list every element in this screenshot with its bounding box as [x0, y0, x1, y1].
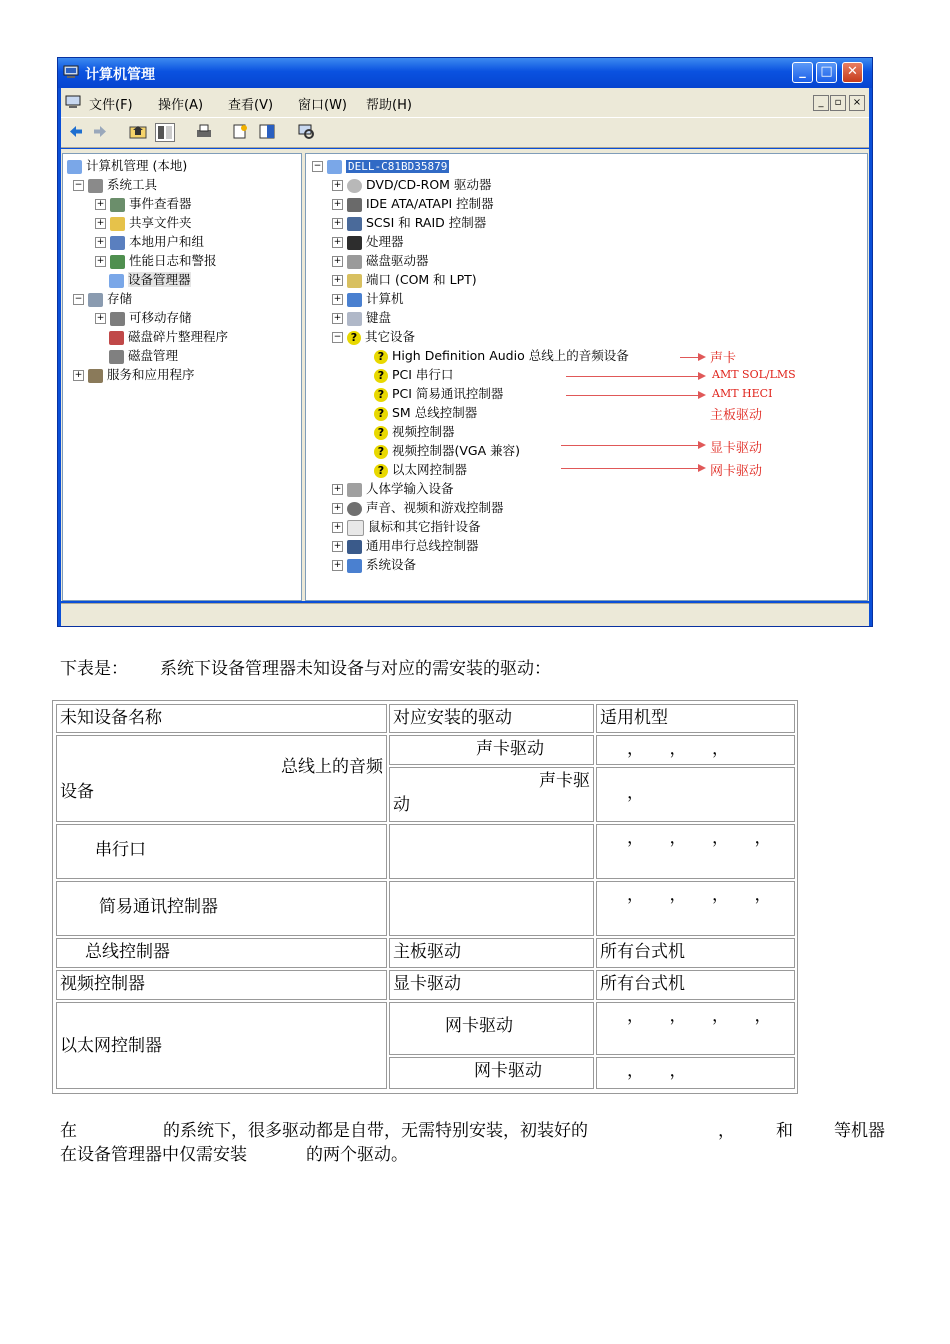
unknown-smbus[interactable]: ? SM 总线控制器	[374, 405, 477, 421]
properties-icon[interactable]	[231, 123, 249, 140]
computer-icon	[327, 160, 342, 174]
device-scsi[interactable]: + SCSI 和 RAID 控制器	[333, 215, 487, 230]
menu-bar	[61, 88, 869, 117]
disk-management-icon	[109, 350, 124, 364]
cell-smbus-driver: 主板驱动	[389, 938, 594, 968]
footer-line-1: 的系统下，很多驱动都是自带，无需特别安装，初装好的	[163, 1121, 588, 1141]
processor-icon	[347, 236, 362, 250]
computer-icon[interactable]	[65, 95, 81, 109]
unknown-serial[interactable]: ? PCI 串行口	[374, 367, 453, 383]
annotation-arrow	[680, 357, 704, 358]
cell-audio-model-2: ，	[596, 767, 795, 822]
mdi-restore-button[interactable]: ▫	[830, 95, 846, 111]
mdi-minimize-button[interactable]: _	[813, 95, 829, 111]
tree-item-services[interactable]: + 服务和应用程序	[74, 367, 195, 382]
cell-video-driver: 显卡驱动	[389, 970, 594, 1000]
menu-window[interactable]: 窗口(W)	[298, 98, 347, 113]
tree-item-event-viewer[interactable]: + 事件查看器	[96, 196, 192, 211]
device-processor[interactable]: + 处理器	[333, 234, 404, 249]
performance-icon	[110, 255, 125, 269]
unknown-video-vga[interactable]: ? 视频控制器(VGA 兼容)	[374, 443, 520, 459]
tree-item-perf-logs[interactable]: + 性能日志和警报	[96, 253, 217, 268]
annotation-arrow	[561, 468, 704, 469]
keyboard-icon	[347, 312, 362, 326]
cell-comm-model: ， ， ， ，	[596, 881, 795, 936]
device-manager-icon	[109, 274, 124, 288]
tree-item-device-manager[interactable]: 设备管理器	[109, 272, 191, 288]
unknown-video[interactable]: ? 视频控制器	[374, 424, 455, 440]
scsi-icon	[347, 217, 362, 231]
up-folder-icon[interactable]	[129, 123, 147, 140]
scan-hardware-icon[interactable]	[297, 123, 315, 140]
defrag-icon	[109, 331, 124, 345]
driver-table	[52, 700, 798, 1094]
cell-serial-device: 串行口	[56, 824, 387, 879]
help-icon[interactable]	[258, 123, 276, 140]
window-title: 计算机管理	[85, 67, 155, 83]
annotation-amt-sol: AMT SOL/LMS	[712, 368, 796, 381]
footer-and: 和	[776, 1121, 793, 1141]
usb-icon	[347, 540, 362, 554]
device-ports[interactable]: + 端口 (COM 和 LPT)	[333, 272, 477, 287]
removable-storage-icon	[110, 312, 125, 326]
unknown-device-icon: ?	[374, 445, 388, 459]
footer-line-2b: 的两个驱动。	[306, 1145, 408, 1165]
storage-icon	[88, 293, 103, 307]
computer-icon	[67, 160, 82, 174]
intro-text: 系统下设备管理器未知设备与对应的需安装的驱动：	[160, 659, 551, 679]
tree-root[interactable]: 计算机管理 (本地)	[67, 158, 187, 174]
device-ide[interactable]: + IDE ATA/ATAPI 控制器	[333, 196, 494, 211]
annotation-arrow	[566, 376, 704, 377]
cell-ethernet-device: 以太网控制器	[56, 1002, 387, 1089]
mouse-icon	[347, 520, 364, 536]
console-tree	[62, 153, 302, 601]
forward-arrow-icon[interactable]	[91, 123, 109, 140]
tree-item-shared-folders[interactable]: + 共享文件夹	[96, 215, 192, 230]
header-device: 未知设备名称	[56, 704, 387, 733]
menu-action[interactable]: 操作(A)	[158, 98, 204, 113]
device-keyboard[interactable]: + 键盘	[333, 310, 392, 325]
annotation-sound-card: 声卡	[710, 351, 737, 366]
device-hid[interactable]: + 人体学输入设备	[333, 481, 454, 496]
footer-comma: ，	[718, 1121, 735, 1141]
annotation-arrow	[566, 395, 704, 396]
mdi-close-button[interactable]: ×	[849, 95, 865, 111]
device-sound[interactable]: + 声音、视频和游戏控制器	[333, 500, 504, 515]
tree-item-storage[interactable]: − 存储	[74, 291, 133, 306]
device-disk[interactable]: + 磁盘驱动器	[333, 253, 429, 268]
cell-ethernet-driver-1: 网卡驱动	[389, 1002, 594, 1055]
unknown-device-icon: ?	[374, 369, 388, 383]
dvd-icon	[347, 179, 362, 193]
menu-help[interactable]: 帮助(H)	[366, 98, 412, 113]
hid-icon	[347, 483, 362, 497]
cell-audio-device: 总线上的音频 设备	[56, 735, 387, 822]
tree-item-removable-storage[interactable]: + 可移动存储	[96, 310, 192, 325]
event-viewer-icon	[110, 198, 125, 212]
cell-smbus-model: 所有台式机	[596, 938, 795, 968]
print-icon[interactable]	[195, 123, 213, 140]
unknown-device-icon: ?	[347, 331, 361, 345]
minimize-button[interactable]: _	[792, 62, 813, 83]
status-bar	[61, 603, 869, 626]
unknown-ethernet[interactable]: ? 以太网控制器	[374, 462, 467, 478]
unknown-device-icon: ?	[374, 350, 388, 364]
computer-icon	[63, 65, 79, 79]
cell-smbus-device: 总线控制器	[56, 938, 387, 968]
tree-item-local-users[interactable]: + 本地用户和组	[96, 234, 205, 249]
device-computer[interactable]: + 计算机	[333, 291, 404, 306]
disk-drive-icon	[347, 255, 362, 269]
close-button[interactable]: ✕	[842, 62, 863, 83]
cell-audio-driver-2: 声卡驱 动	[389, 767, 594, 822]
annotation-network: 网卡驱动	[710, 464, 763, 479]
device-mouse[interactable]: + 鼠标和其它指针设备	[333, 519, 481, 534]
tree-item-disk-management[interactable]: 磁盘管理	[109, 348, 178, 364]
footer-line-2a: 在设备管理器中仅需安装	[60, 1145, 247, 1165]
annotation-arrow	[561, 445, 704, 446]
cell-audio-driver-1: 声卡驱动	[389, 735, 594, 765]
panes	[61, 149, 869, 601]
footer-tail: 等机器	[834, 1121, 885, 1141]
computer-management-window	[57, 57, 873, 627]
cell-ethernet-model-1: ， ， ， ，	[596, 1002, 795, 1055]
cell-serial-driver	[389, 824, 594, 879]
intro-label: 下表是：	[60, 659, 128, 679]
unknown-device-icon: ?	[374, 388, 388, 402]
title-bar	[58, 58, 872, 88]
annotation-amt-heci: AMT HECI	[712, 387, 773, 400]
cell-audio-model-1: ， ， ，	[596, 735, 795, 765]
users-icon	[110, 236, 125, 250]
unknown-device-icon: ?	[374, 464, 388, 478]
cell-ethernet-driver-2: 网卡驱动	[389, 1057, 594, 1089]
menu-file[interactable]: 文件(F)	[89, 98, 133, 113]
device-usb[interactable]: + 通用串行总线控制器	[333, 538, 479, 553]
system-device-icon	[347, 559, 362, 573]
computer-icon	[347, 293, 362, 307]
cell-comm-driver	[389, 881, 594, 936]
annotation-video: 显卡驱动	[710, 441, 763, 456]
device-tree	[305, 153, 868, 601]
back-arrow-icon[interactable]	[67, 123, 85, 140]
show-hide-tree-icon[interactable]	[155, 123, 175, 142]
menu-view[interactable]: 查看(V)	[228, 98, 274, 113]
header-driver: 对应安装的驱动	[389, 704, 594, 733]
cell-serial-model: ， ， ， ，	[596, 824, 795, 879]
annotation-chipset: 主板驱动	[710, 408, 763, 423]
tree-item-system-tools[interactable]: − 系统工具	[74, 177, 158, 192]
shared-folder-icon	[110, 217, 125, 231]
device-dvd[interactable]: + DVD/CD-ROM 驱动器	[333, 177, 492, 192]
unknown-audio[interactable]: ? High Definition Audio 总线上的音频设备	[374, 348, 629, 364]
cell-comm-device: 简易通讯控制器	[56, 881, 387, 936]
cell-video-model: 所有台式机	[596, 970, 795, 1000]
services-icon	[88, 369, 103, 383]
device-system[interactable]: + 系统设备	[333, 557, 417, 572]
ide-controller-icon	[347, 198, 362, 212]
sound-icon	[347, 502, 362, 516]
footer-in: 在	[60, 1121, 77, 1141]
unknown-device-icon: ?	[374, 426, 388, 440]
port-icon	[347, 274, 362, 288]
cell-ethernet-model-2: ， ，	[596, 1057, 795, 1089]
tree-item-defrag[interactable]: 磁盘碎片整理程序	[109, 329, 228, 345]
toolbar	[61, 117, 869, 148]
maximize-button[interactable]: □	[816, 62, 837, 83]
device-other[interactable]: − ? 其它设备	[333, 329, 416, 344]
cell-video-device: 视频控制器	[56, 970, 387, 1000]
unknown-comm[interactable]: ? PCI 简易通讯控制器	[374, 386, 503, 402]
tools-icon	[88, 179, 103, 193]
header-model: 适用机型	[596, 704, 795, 733]
unknown-device-icon: ?	[374, 407, 388, 421]
device-root[interactable]: − DELL-C81BD35879	[313, 160, 448, 173]
